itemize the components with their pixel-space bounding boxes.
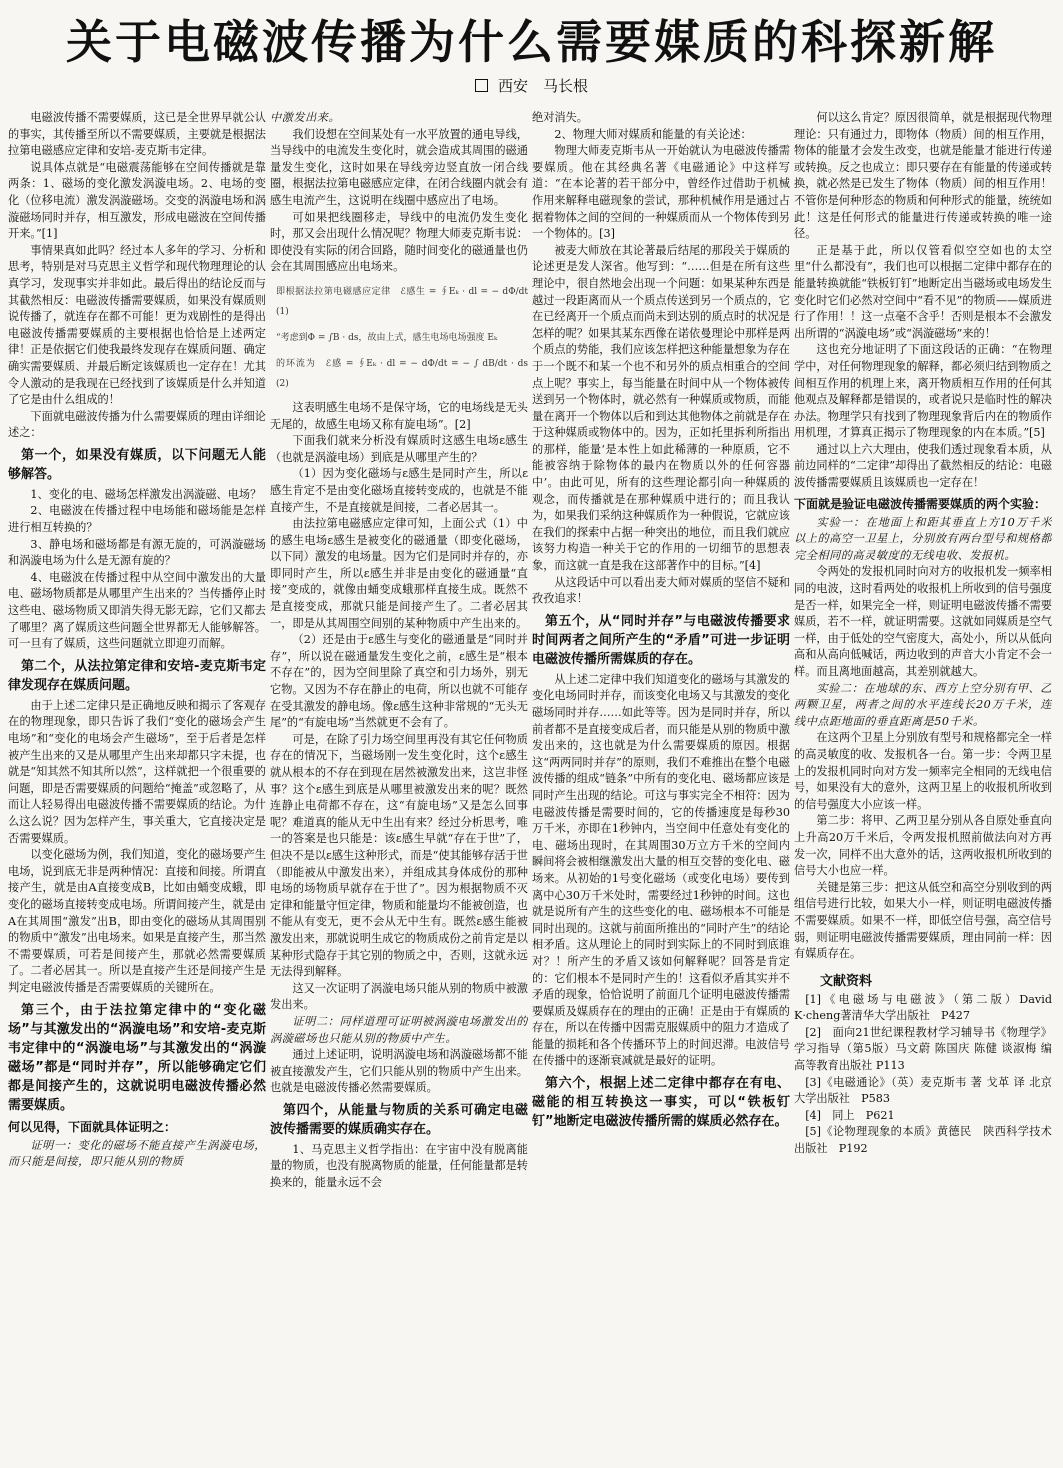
paragraph: 何以这么肯定？原因很简单，就是根据现代物理理论：只有通过力，即物体（物质）间的相互作用，物体的能量才会发生改变，也就是能量才能进行传递或转换。反之也成立：即只要存在有能量的传递或转换，就必然是已发生了物体（物质）间的相互作用！不管你是何种形态的物质和何种形式的能量，统统如此！这是任何形式的能量进行传递或转换的唯一途径。	[794, 111, 1052, 241]
paragraph: 说具体点就是“电磁震荡能够在空间传播就是靠两条：1、磁场的变化激发涡漩电场。2、电场的变化（位移电流）激发涡漩磁场。交变的涡漩电场和涡漩磁场同时并存，相互激发，形成电磁波在空间传播开来。”[1]	[8, 160, 266, 241]
article-title: 关于电磁波传播为什么需要媒质的科探新解	[66, 15, 997, 69]
paragraph: 从这段话中可以看出麦大师对媒质的坚信不疑和孜孜追求！	[532, 575, 790, 606]
paragraph: 我们设想在空间某处有一水平放置的通电导线，当导线中的电流发生变化时，就会造成其周围的磁通量发生变化，这时如果在导线旁边竖直放一闭合线圈，根据法拉第电磁感应定律，在闭合线圈内就会有感生电流产生，这说明在线圈中感应出了电场。	[270, 127, 528, 207]
paragraph: 物理大师麦克斯韦从一开始就认为电磁波传播需要媒质。他在其经典名著《电磁通论》中这样写道：“在本论著的若干部分中，曾经作过借助于机械作用来解释电磁现象的尝试，那种机械作用是通过占据着物体之间的空间的一种媒质而从一个物体传到另一个物体的。[3]	[532, 144, 790, 241]
section-heading: 第二个，从法拉第定律和安培-麦克斯韦定律发现存在媒质问题。	[8, 658, 266, 693]
paragraph: 这又一次证明了涡漩电场只能从别的物质中被激发出来。	[270, 981, 528, 1012]
formula-line: 即根据法拉第电磁感应定律 ℰ感生 = ∮Eₖ · dl = − dΦ/dt (1)	[276, 286, 528, 317]
formula-line: “考虑到Φ = ∫B · ds，故由上式，感生电场电场强度 Eₖ	[276, 332, 498, 343]
paragraph: 由法拉第电磁感应定律可知，上面公式（1）中的感生电场ε感生是被变化的磁通量（即变化磁场，以下同）激发的电场量。因为它们是同时并存的，亦即同时产生，所以ε感生并非是由变化的磁通量“直接”变成的，就像由蛹变成蛾那样直接生成。既然不是直接变成，那就只能是间接产生了。二者必居其一，即是从其周围空间别的某种物质中产生出来的。	[270, 517, 528, 630]
reference-item: [2] 面向21世纪课程教材学习辅导书《物理学》学习指导（第5版）马文蔚 陈国庆 陈健 谈淑梅 编 高等教育出版社 P113	[794, 1025, 1052, 1073]
section-heading: 第三个，由于法拉第定律中的“变化磁场”与其激发出的“涡漩电场”和安培-麦克斯韦定律中的“涡漩电场”与其激发出的“涡漩磁场”都是“同时并存”，所以能够确定它们都是间接产生的，这就说明电磁波传播必然需要媒质。	[8, 1002, 266, 1113]
reference-item: [3]《电磁通论》（英）麦克斯韦 著 戈革 译 北京大学出版社 P583	[794, 1075, 1052, 1106]
paragraph: 这也充分地证明了下面这段话的正确：“在物理学中，对任何物理现象的解释，都必须归结到物质之间相互作用的机理上来，离开物质相互作用的任何其他观点及解释都是错误的，或者说只是临时性的解决办法。物理学只有找到了物理现象背后内在的物质作用机理，才算真正揭示了物理现象的内在本质。”[5]	[794, 343, 1052, 440]
column-4	[794, 110, 1052, 1460]
paragraph: 令两处的发报机同时向对方的收报机发一频率相同的电波，这时看两处的收报机上所收到的信号强度是否一样，如果完全一样，则证明电磁波传播不需要媒质，若不一样，就证明需要。这就如同媒质是空气一样，由于低处的空气密度大，高处小，所以从低向高和从高向低喊话，两边收到的声音大小肯定不会一样。而且离地面越高，其差别就越大。	[794, 565, 1052, 678]
paragraph: 可如果把线圈移走，导线中的电流仍发生变化时，那又会出现什么情况呢？物理大师麦克斯韦说：即使没有实际的闭合回路，随时间变化的磁通量也仍会在其周围感应出电场来。	[270, 210, 528, 274]
paragraph: 通过上述证明，说明涡漩电场和涡漩磁场都不能被直接激发产生，它们只能从别的物质中产生出来。也就是电磁波传播必然需要媒质。	[270, 1048, 528, 1095]
section-heading: 第六个，根据上述二定律中都存在有电、磁能的相互转换这一事实，可以“铁板钉钉”地断定电磁波传播所需的媒质必然存在。	[532, 1076, 790, 1130]
paragraph: （2）还是由于ε感生与变化的磁通量是“同时并存”，所以说在磁通量发生变化之前，ε感生是“根本不存在”的，因为空间里除了真空和引力场外，别无它物。又因为不存在静止的电荷，所以也就不可能存在受其激发的静电场。像ε感生这种非常规的“无头无尾”的“有旋电场”当然就更不会有了。	[270, 633, 528, 730]
paragraph: 关键是第三步：把这从低空和高空分别收到的两组信号进行比较，如果大小一样，则证明电磁波传播不需要媒质。如果不一样，即低空信号强，高空信号弱，则证明电磁波传播需要媒质，理由同前一样：因有媒质存在。	[794, 880, 1052, 961]
author: 西安 马长根	[497, 77, 588, 95]
paragraph: 在这两个卫星上分别放有型号和规格都完全一样的高灵敏度的收、发报机各一台。第一步：令两卫星上的发报机同时向对方发一频率完全相同的无线电信号，如果没有大的意外，这两卫星上的收报机所收到的信号强度大小应该一样。	[794, 731, 1052, 811]
paragraph: 被麦大师放在其论著最后结尾的那段关于媒质的论述更是发人深省。他写到：“……但是在所有这些理论中，很自然地会出现一个问题：如果某种东西是越过一段距离而从一个质点传送到另一个质点的，它在已经离开一个质点而尚未到达别的质点时的状况是怎样的呢？如果其某东西像在诺依曼理论中那样是两个质点的势能，我们应该怎样把这种能量想象为存在于一个既不和某一个也不和另外的质点相重合的空间点上呢？事实上，每当能量在时间中从一个物体被传送到另一个物体时，就必然有一种媒质或物质，而能量在离开一个物体以后和到达其他物体之前就是存在于这种媒质或物体中的。因为，正如托里拆利所指出的那样，能量‘是本性上如此稀薄的一种原质，它不能被容纳于除物体的最内在物质以外的任何容器中’。由此可见，所有的这些理论都引向一种媒质的观念，而传播就是在那种媒质中进行的；而且我认为，如果我们采纳这种媒质作为一种假说，它就应该在我们的探索中占据一种突出的地位，而且我们就应该努力构造一种关于它的作用的一切细节的思想表象，而这就一直是我在这部著作中的目标。”[4]	[532, 243, 790, 573]
square-icon	[475, 79, 488, 92]
subheading: 下面就是验证电磁波传播需要媒质的两个实验：	[794, 496, 1047, 511]
paragraph: 绝对消失。	[532, 111, 588, 124]
column-2	[270, 110, 528, 1460]
column-1	[8, 110, 266, 1460]
paragraph: 正是基于此，所以仅管看似空空如也的太空里“什么都没有”，我们也可以根据二定律中都存在的能量转换就能“铁板钉钉”地断定出当磁场或电场发生变化时它们必然对空间中“看不见”的物质——媒质进行了作用！！这一点毫不含乎！否则是根本不会激发出所谓的“涡漩电场”或“涡漩磁场”来的！	[794, 243, 1052, 340]
paragraph: 电磁波传播不需要媒质，这已是全世界早就公认的事实，其传播至所以不需要媒质，主要就是根据法拉第电磁感应定律和安培-麦克斯韦定律。	[8, 111, 266, 158]
references	[794, 973, 1052, 1158]
paragraph: 证明二：同样道理可证明被涡漩电场激发出的涡漩磁场也只能从别的物质中产生。	[270, 1014, 528, 1045]
paragraph: 证明一：变化的磁场不能直接产生涡漩电场，而只能是间接，即只能从别的物质	[8, 1138, 266, 1169]
paragraph: 这表明感生电场不是保守场，它的电场线是无头无尾的，故感生电场又称有旋电场”。[2]	[270, 400, 528, 431]
paragraph: 下面就电磁波传播为什么需要媒质的理由详细论述之：	[8, 409, 266, 440]
paragraph: 4、电磁波在传播过程中从空间中激发出的大量电、磁场物质都是从哪里产生出来的？当传播停止时这些电、磁场物质又即消失得无影无踪，它们又都去了哪里？离了媒质这些问题全世界都无人能够解答。可一旦有了媒质，这些问题就立即迎刃而解。	[8, 570, 266, 651]
paragraph: 第二步：将甲、乙两卫星分别从各自原处垂直向上升高20万千米后，令两发报机照前做法向对方再发一次，同样不出大意外的话，这两收报机所收到的信号大小也应一样。	[794, 814, 1052, 878]
column-3	[532, 110, 790, 1460]
paragraph: 1、变化的电、磁场怎样激发出涡漩磁、电场？	[30, 487, 262, 501]
paragraph: 1、马克思主义哲学指出：在宇宙中没有脱离能量的物质，也没有脱离物质的能量，任何能量都是转换来的，能量永远不会	[270, 1142, 528, 1190]
paragraph: 2、物理大师对媒质和能量的有关论述：	[554, 127, 752, 141]
reference-item: [4] 同上 P621	[805, 1108, 895, 1122]
paragraph: 实验一：在地面上和距其垂直上方10万千米以上的高空一卫星上，分别放有两台型号和规格都完全相同的高灵敏度的无线电收、发报机。	[794, 515, 1052, 562]
reference-item: [5]《论物理现象的本质》黄德民 陕西科学技术出版社 P192	[794, 1125, 1052, 1156]
byline	[0, 76, 1063, 96]
paragraph: 实验二：在地球的东、西方上空分别有甲、乙两颗卫星，两者之间的水平连线长20万千米，连线中点距地面的垂直距离是50千米。	[794, 681, 1052, 728]
subheading: 何以见得，下面就具体证明之：	[8, 1119, 177, 1134]
paragraph: 3、静电场和磁场都是有源无旋的，可涡漩磁场和涡漩电场为什么是无源有旋的？	[8, 537, 266, 568]
formula-line: 的环流为 ℰ感 = ∮Eₖ · dl = − dΦ/dt = − ∫ dB/dt · ds (2)	[276, 358, 528, 389]
paragraph: （1）因为变化磁场与ε感生是同时产生，所以ε感生肯定不是由变化磁场直接转变成的，也就是不能直接产生，不是直接就是间接，二者必居其一。	[270, 467, 528, 514]
paragraph: 2、电磁波在传播过程中电场能和磁场能是怎样进行相互转换的？	[8, 504, 266, 535]
paragraph: 可是，在除了引力场空间里再没有其它任何物质存在的情况下，当磁场刚一发生变化时，这个ε感生就从根本的不存在到现在居然被激发出来，这岂非怪事？这个ε感生到底是从哪里被激发出来的呢？既然连静止电荷都不存在，这“有旋电场”又是怎么回事呢？难道真的能从无中生出有来？经过分析思考，唯一的答案是也只能是：该ε感生早就“存在于世”了，但决不是以ε感生这种形式，而是“使其能够存活于世（即能被从中激发出来），并组成其身体成份的那种电场的场物质早就存在于世了”。因为根据物质不灭定律和能量守恒定律，物质和能量均不能被创造，也不能从有变无，更不会从无中生有。既然ε感生能被激发出来，那就说明生成它的物质成份之前肯定是以某种形式隐存于其它别的物质之中，否则，这就永远无法得到解释。	[270, 732, 528, 979]
section-heading: 第一个，如果没有媒质，以下问题无人能够解答。	[8, 447, 266, 482]
article-body	[8, 110, 1055, 1460]
paragraph: 以变化磁场为例，我们知道，变化的磁场要产生电场，说到底无非是两种情况：直接和间接。所谓直接产生，就是由A直接变成B，比如由蛹变成蛾，即变化的磁场直接转变成电场。所谓间接产生，就是由A在其周围“激发”出B，即由变化的磁场从其周围别的物质中“激发”出电场来。如果是直接产生，那当然不需要媒质，可若是间接产生，那就必然需要媒质了。二者必居其一。所以是直接产生还是间接产生是判定电磁波传播是否需要媒质的关键所在。	[8, 848, 266, 994]
paragraph: 事情果真如此吗？经过本人多年的学习、分析和思考，特别是对马克思主义哲学和现代物理理论的认真学习，发现事实并非如此。最后得出的结论反而与其截然相反：电磁波传播需要媒质，如果没有媒质则说传播了，就连存在都不可能！更为戏剧性的是得出电磁波传播需要媒质的主要根据也恰恰是上述两定律！正是依据它们使我最终发现存在媒质问题、确定确实需要媒质、并最后断定该媒质也一定存在！尤其令人激动的是我现在已经找到了该媒质是什么并知道了它是由什么组成的！	[8, 243, 266, 407]
paragraph: 由于上述二定律只是正确地反映和揭示了客观存在的物理现象，即只告诉了我们“变化的磁场会产生电场”和“变化的电场会产生磁场”，至于后者是怎样被产生出来的又是从哪里产生出来却都只字未提，也就是“知其然不知其所以然”，这样就把一个很重要的问题，即是否需要媒质的问题给“掩盖”或忽略了，从而让人轻易得出电磁波传播不需要媒质的结论。为什么这么说？因为怎样产生，事关重大，它直接决定是否需要媒质。	[8, 698, 266, 845]
section-heading: 第五个，从“同时并存”与电磁波传播要求时间两者之间所产生的“矛盾”可进一步证明电磁波传播所需媒质的存在。	[532, 613, 790, 667]
references-heading: 文献资料	[820, 973, 873, 989]
paragraph: 从上述二定律中我们知道变化的磁场与其激发的变化电场同时并存，而该变化电场又与其激发的变化磁场同时并存……如此等等。因为是同时并存，所以前者都不是直接变成后者，而只能是从别的物质中激发出来的，这也就是为什么需要媒质的原因。根据这“两两同时并存”的原则，我们不难推出在整个电磁波传播的组成“链条”中所有的变化电、磁场都应该是同时产生出现的结论。可这与事实完全不相符：因为电磁波传播是需要时间的，它的传播速度是每秒30万千米，亦即在1秒钟内，当空间中任意处有变化的电、磁场出现时，在其周围30万立方千米的空间内瞬间将会被相继激发出大量的相互交替的变化电、磁场来。从初始的1号变化磁场（或变化电场）要传到离中心30万千米处时，需要经过1秒钟的时间。这也就是说所有产生的这些变化的电、磁场根本不可能是同时出现的。这就与前面所推出的“同时产生”的结论相矛盾。这从理论上的同时到实际上的不同时到底谁对？！所产生的矛盾又该如何解释呢？回答是肯定的：它们根本不是同时产生的！这看似矛盾其实并不矛盾的现象，恰恰说明了前面几个证明电磁波传播需要媒质及媒质存在的理由的正确！正是由于有媒质的存在，所以在传播中因需克服媒质中的阻力才造成了能量的损耗和各个传播环节上的时间迟滞。电波信号在传播中的逐渐衰减就是最好的证明。	[532, 672, 790, 1068]
paragraph: 下面我们就来分析没有媒质时这感生电场ε感生（也就是涡漩电场）到底是从哪里产生的？	[270, 434, 528, 464]
paragraph: 通过以上六大理由，使我们透过现象看本质，从前边同样的“二定律”却得出了截然相反的结论：电磁波传播需要媒质且该媒质也一定存在！	[794, 442, 1052, 490]
paragraph: 中激发出来。	[270, 111, 341, 124]
section-heading: 第四个，从能量与物质的关系可确定电磁波传播需要的媒质确实存在。	[270, 1102, 528, 1137]
reference-item: [1]《电磁场与电磁波》（第二版）David K·cheng著清华大学出版社 P427	[794, 992, 1052, 1023]
